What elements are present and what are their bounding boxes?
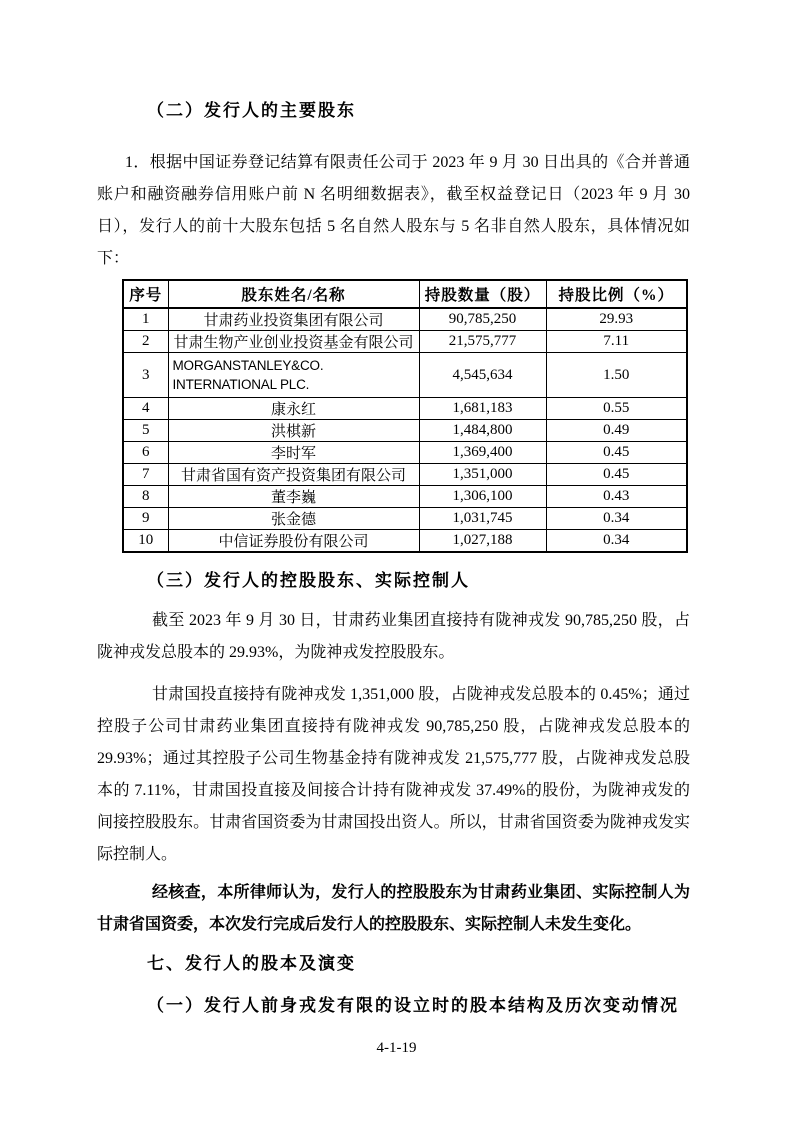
cell-ratio: 0.45 [546,464,687,486]
cell-ratio: 0.49 [546,420,687,442]
section-heading-controlling-shareholder: （三）发行人的控股股东、实际控制人 [147,571,470,590]
cell-ratio: 0.34 [546,508,687,530]
cell-index: 7 [123,464,168,486]
cell-name: 康永红 [168,398,419,420]
cell-name: 中信证券股份有限公司 [168,530,419,553]
cell-name: MORGANSTANLEY&CO. INTERNATIONAL PLC. [168,353,419,398]
col-header-index: 序号 [123,280,168,308]
cell-index: 6 [123,442,168,464]
cell-name: 甘肃省国有资产投资集团有限公司 [168,464,419,486]
cell-shares: 21,575,777 [419,331,546,353]
table-row [123,398,687,420]
cell-index: 1 [123,308,168,331]
cell-name: 张金德 [168,508,419,530]
cell-name: 甘肃生物产业创业投资基金有限公司 [168,331,419,353]
cell-index: 2 [123,331,168,353]
cell-shares: 1,484,800 [419,420,546,442]
cell-index: 8 [123,486,168,508]
shareholders-table [122,279,688,553]
section-heading-predecessor-structure: （一）发行人前身戎发有限的设立时的股本结构及历次变动情况 [147,996,679,1015]
cell-ratio: 7.11 [546,331,687,353]
cell-ratio: 0.34 [546,530,687,553]
page-number: 4-1-19 [376,1040,417,1056]
cell-shares: 90,785,250 [419,308,546,331]
cell-name: 董李巍 [168,486,419,508]
page-content [97,0,690,1022]
table-row [123,530,687,553]
cell-shares: 1,369,400 [419,442,546,464]
cell-index: 9 [123,508,168,530]
cell-index: 4 [123,398,168,420]
table-header-row [123,280,687,308]
cell-shares: 1,681,183 [419,398,546,420]
cell-shares: 1,306,100 [419,486,546,508]
table-row [123,353,687,398]
paragraph-top10-intro: 1．根据中国证券登记结算有限责任公司于 2023 年 9 月 30 日出具的《合并普通账户和融资融券信用账户前 N 名明细数据表》，截至权益登记日（2023 年 9 月 30 日），发行人的前十大股东包括 5 名自然人股东与 5 名非自然人股东，具体情况如下： [97,154,690,267]
table-row [123,508,687,530]
section-heading-main-shareholders: （二）发行人的主要股东 [147,101,356,120]
table-row [123,464,687,486]
cell-index: 3 [123,353,168,398]
paragraph-indirect-holdings: 甘肃国投直接持有陇神戎发 1,351,000 股，占陇神戎发总股本的 0.45%；通过控股子公司甘肃药业集团直接持有陇神戎发 90,785,250 股，占陇神戎发总股本的 29.93%；通过其控股子公司生物基金持有陇神戎发 21,575,777 股，占陇神戎发总股本的 7.11%，甘肃国投直接及间接合计持有陇神戎发 37.49%的股份，为陇神戎发的间接控股股东。甘肃省国资委为甘肃国投出资人。所以，甘肃省国资委为陇神戎发实际控制人。 [97,686,690,863]
table-row [123,420,687,442]
cell-shares: 1,351,000 [419,464,546,486]
paragraph-lawyer-opinion: 经核查，本所律师认为，发行人的控股股东为甘肃药业集团、实际控制人为甘肃省国资委，本次发行完成后发行人的控股股东、实际控制人未发生变化。 [97,884,690,933]
section-heading-share-capital-evolution: 七、发行人的股本及演变 [147,954,356,973]
table-row [123,442,687,464]
col-header-shares: 持股数量（股） [419,280,546,308]
paragraph-controlling-shareholder: 截至 2023 年 9 月 30 日，甘肃药业集团直接持有陇神戎发 90,785,250 股，占陇神戎发总股本的 29.93%，为陇神戎发控股股东。 [97,612,690,661]
cell-shares: 4,545,634 [419,353,546,398]
table-row [123,331,687,353]
table-row [123,308,687,331]
cell-ratio: 0.45 [546,442,687,464]
cell-index: 10 [123,530,168,553]
cell-ratio: 1.50 [546,353,687,398]
cell-index: 5 [123,420,168,442]
cell-name: 洪棋新 [168,420,419,442]
cell-shares: 1,031,745 [419,508,546,530]
col-header-ratio: 持股比例（%） [546,280,687,308]
col-header-name: 股东姓名/名称 [168,280,419,308]
cell-shares: 1,027,188 [419,530,546,553]
cell-ratio: 0.43 [546,486,687,508]
cell-ratio: 29.93 [546,308,687,331]
table-row [123,486,687,508]
cell-name: 甘肃药业投资集团有限公司 [168,308,419,331]
cell-ratio: 0.55 [546,398,687,420]
cell-name: 李时军 [168,442,419,464]
